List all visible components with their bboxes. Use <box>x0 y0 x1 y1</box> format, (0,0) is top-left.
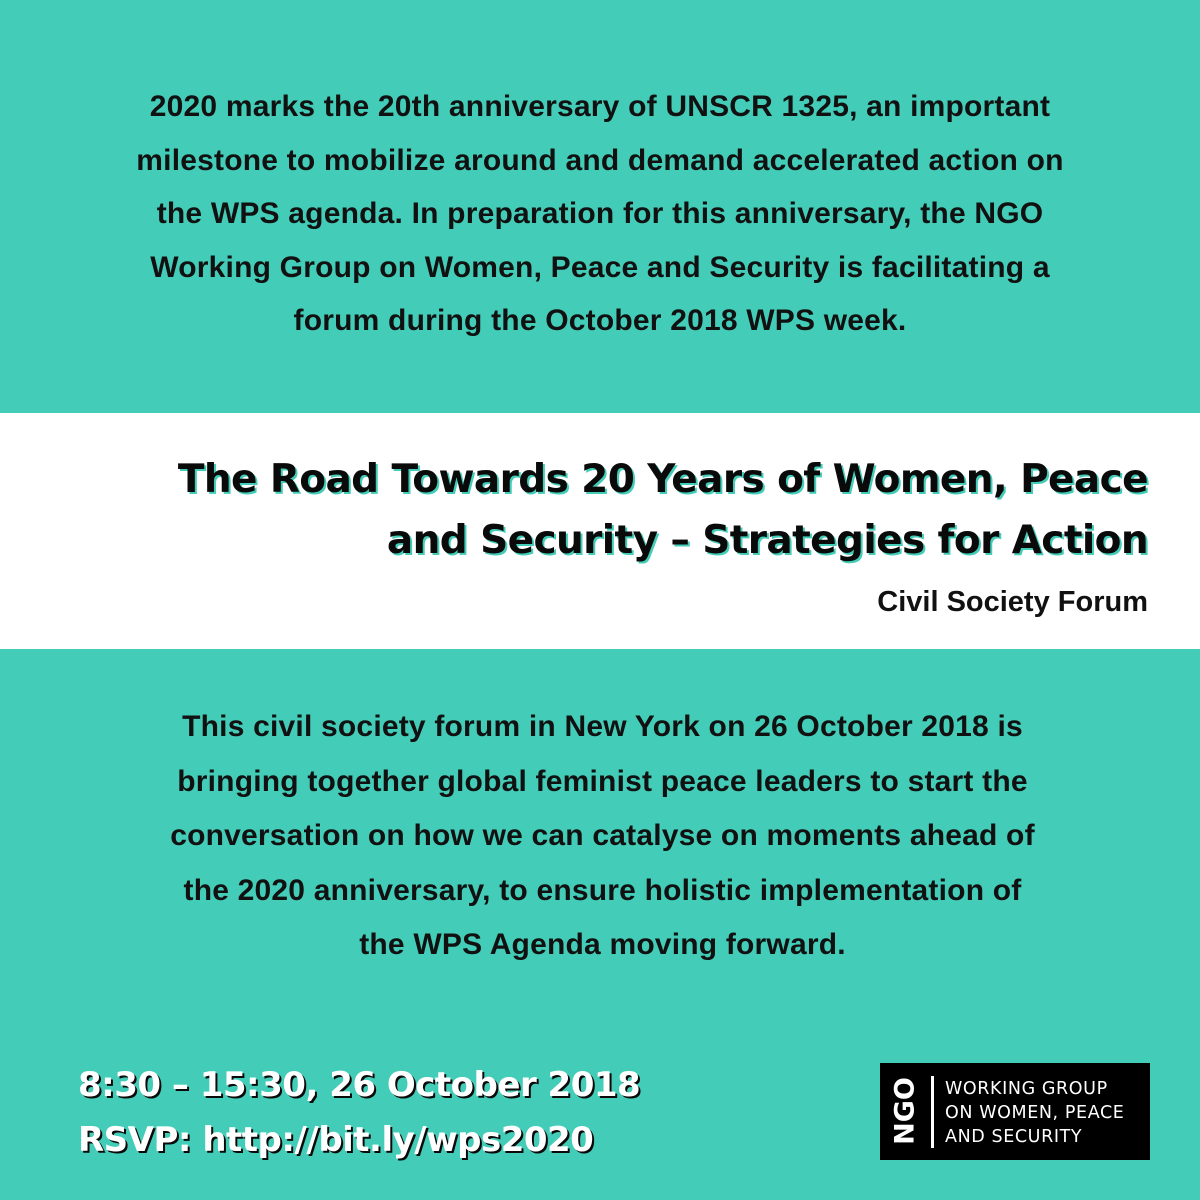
logo-text-line: AND SECURITY <box>945 1127 1083 1147</box>
rsvp-link[interactable]: RSVP: http://bit.ly/wps2020 <box>78 1120 594 1160</box>
event-title-line: The Road Towards 20 Years of Women, Peace <box>177 457 1148 502</box>
intro-line: forum during the October 2018 WPS week. <box>293 304 907 337</box>
description-line: the WPS Agenda moving forward. <box>359 928 846 961</box>
logo-text-line: WORKING GROUP <box>945 1079 1108 1099</box>
logo-divider <box>931 1076 934 1148</box>
intro-line: 2020 marks the 20th anniversary of UNSCR 1325, an important <box>149 90 1051 123</box>
logo-text-line: ON WOMEN, PEACE <box>945 1103 1125 1123</box>
ngo-working-group-logo <box>880 1063 1150 1160</box>
description-line: conversation on how we can catalyse on moments ahead of <box>170 819 1035 852</box>
description-line: bringing together global feminist peace leaders to start the <box>177 764 1028 798</box>
intro-line: Working Group on Women, Peace and Security is facilitating a <box>150 250 1050 284</box>
intro-line: milestone to mobilize around and demand accelerated action on <box>136 143 1064 177</box>
intro-line: the WPS agenda. In preparation for this anniversary, the NGO <box>156 197 1044 230</box>
intro-paragraph <box>60 80 1140 348</box>
event-time: 8:30 – 15:30, 26 October 2018 <box>78 1065 641 1105</box>
event-title-line: and Security – Strategies for Action <box>386 518 1148 563</box>
ngo-logo-mark <box>889 1077 921 1145</box>
ngo-logo-mark-text: NGO <box>889 1077 921 1145</box>
description-line: the 2020 anniversary, to ensure holistic implementation of <box>183 873 1022 907</box>
event-subtitle: Civil Society Forum <box>877 586 1148 618</box>
event-details <box>78 1058 640 1168</box>
description-line: This civil society forum in New York on 26 October 2018 is <box>182 710 1023 743</box>
event-title <box>48 449 1148 571</box>
logo-text <box>945 1077 1124 1149</box>
description-paragraph <box>60 700 1145 973</box>
